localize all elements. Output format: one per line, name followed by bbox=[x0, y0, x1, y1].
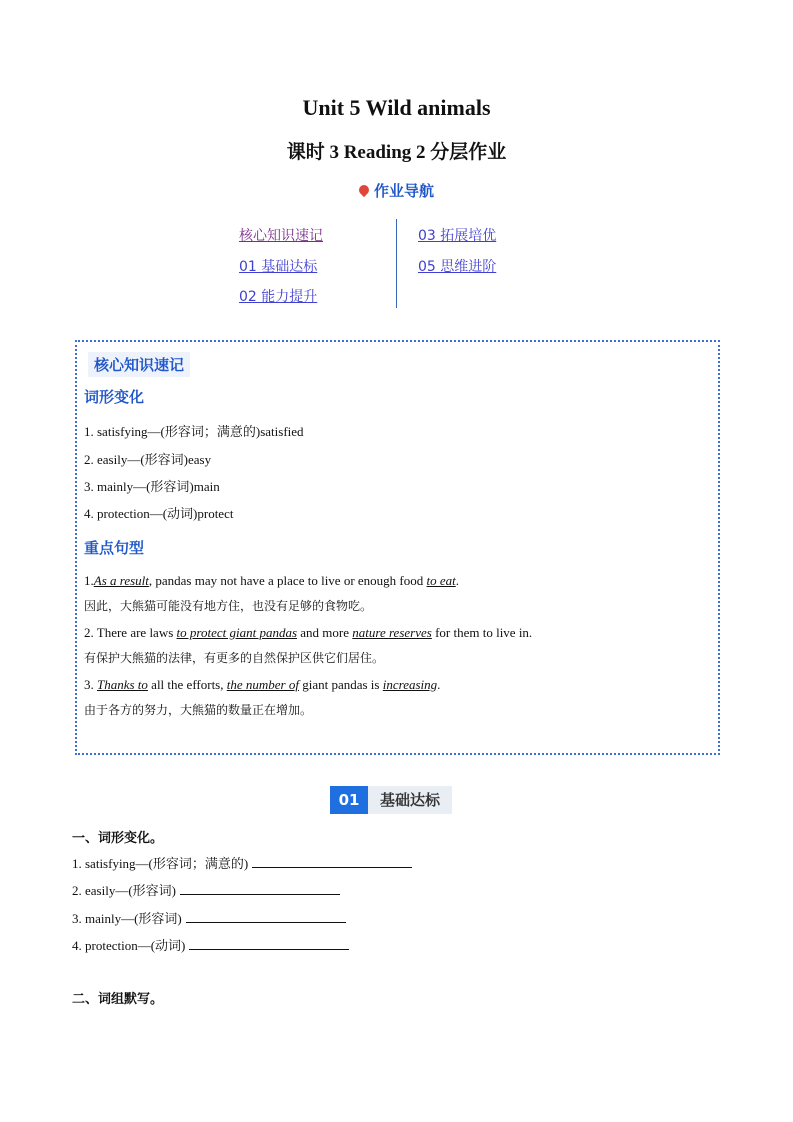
page-title: Unit 5 Wild animals bbox=[302, 95, 491, 120]
page-subtitle: 课时 3 Reading 2 分层作业 bbox=[286, 142, 507, 163]
answer-blank[interactable] bbox=[180, 882, 340, 895]
word-form-item: 4. protection—(动词)protect bbox=[84, 506, 234, 521]
answer-blank[interactable] bbox=[186, 910, 346, 923]
key-sentences-heading: 重点句型 bbox=[84, 539, 145, 557]
sentence-3-translation: 由于各方的努力，大熊猫的数量正在增加。 bbox=[84, 703, 313, 717]
nav-divider bbox=[396, 219, 397, 308]
word-form-item: 3. mainly—(形容词)main bbox=[84, 479, 220, 494]
nav-heading bbox=[0, 180, 793, 201]
sentence-3: 3. Thanks to all the efforts, the number of giant pandas is increasing. bbox=[84, 677, 441, 692]
knowledge-heading: 核心知识速记 bbox=[88, 352, 190, 377]
section-label: 基础达标 bbox=[368, 786, 452, 814]
answer-blank[interactable] bbox=[189, 937, 349, 950]
sentence-1: 1.As a result, pandas may not have a place to live or enough food to eat. bbox=[84, 573, 459, 588]
word-form-item: 1. satisfying—(形容词；满意的)satisfied bbox=[84, 424, 304, 439]
word-forms-heading: 词形变化 bbox=[84, 388, 145, 406]
section-badge-01 bbox=[330, 786, 452, 814]
exercise-item: 3. mainly—(形容词) bbox=[72, 910, 346, 927]
sentence-2-translation: 有保护大熊猫的法律，有更多的自然保护区供它们居住。 bbox=[84, 651, 385, 665]
part2-heading: 二、词组默写。 bbox=[72, 992, 164, 1007]
sentence-2: 2. There are laws to protect giant pandas and more nature reserves for them to live in. bbox=[84, 625, 533, 640]
word-form-item: 2. easily—(形容词)easy bbox=[84, 452, 212, 467]
part1-heading: 一、词形变化。 bbox=[72, 831, 164, 846]
section-number: 01 bbox=[330, 786, 368, 814]
nav-link-02[interactable]: 02 能力提升 bbox=[239, 289, 318, 305]
sentence-1-translation: 因此，大熊猫可能没有地方住，也没有足够的食物吃。 bbox=[84, 599, 373, 613]
nav-link-01[interactable]: 01 基础达标 bbox=[239, 259, 318, 275]
nav-heading-text: 作业导航 bbox=[373, 182, 434, 200]
nav-link-05[interactable]: 05 思维进阶 bbox=[418, 259, 497, 275]
exercise-item: 1. satisfying—(形容词；满意的) bbox=[72, 855, 412, 872]
location-pin-icon bbox=[357, 183, 371, 197]
nav-link-03[interactable]: 03 拓展培优 bbox=[418, 228, 497, 244]
answer-blank[interactable] bbox=[252, 855, 412, 868]
exercise-item: 4. protection—(动词) bbox=[72, 937, 349, 954]
nav-link-core-knowledge[interactable]: 核心知识速记 bbox=[239, 228, 323, 244]
exercise-item: 2. easily—(形容词) bbox=[72, 882, 340, 899]
